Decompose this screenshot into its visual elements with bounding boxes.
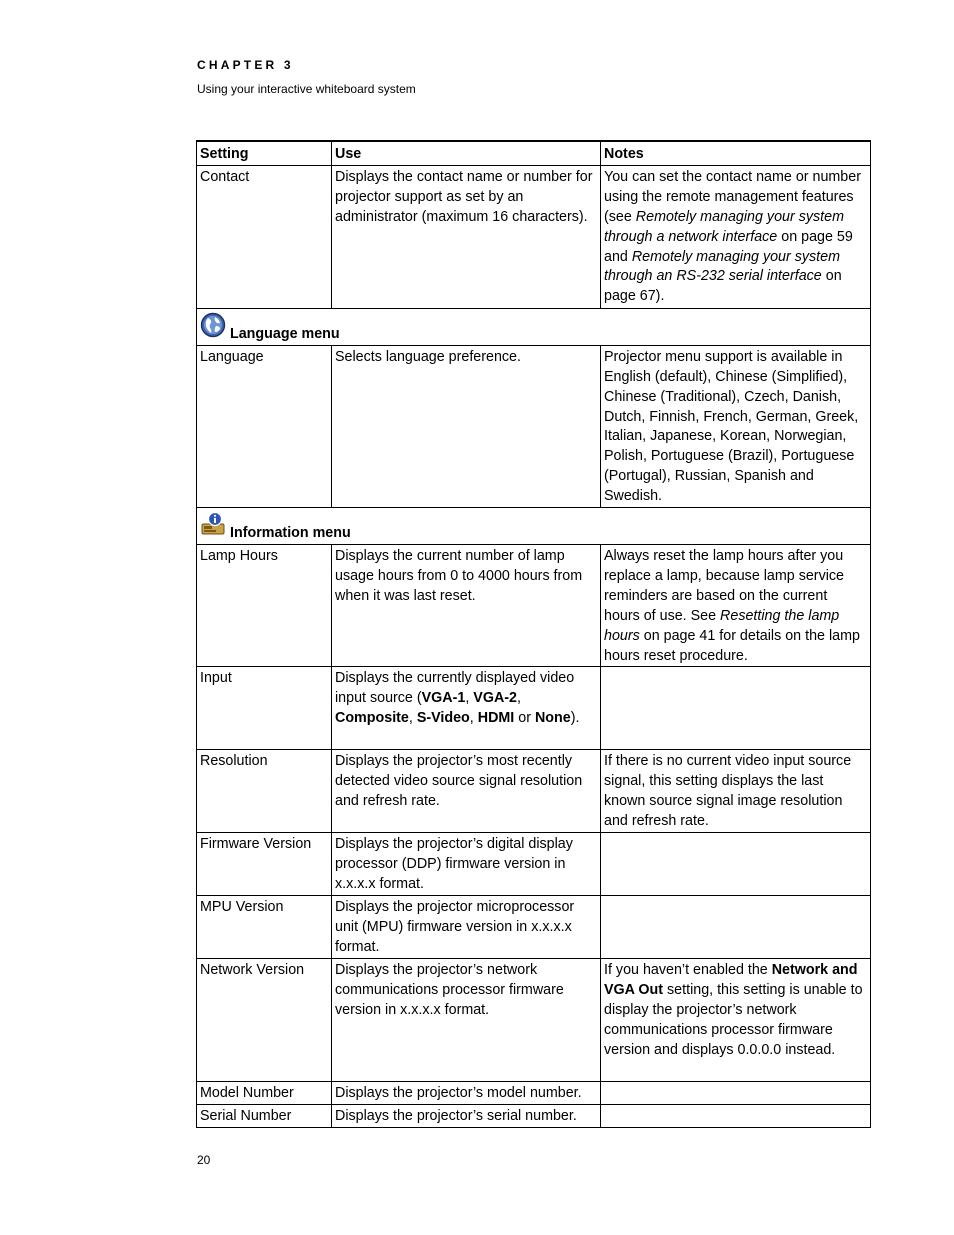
- notes-cell: [601, 896, 871, 959]
- section-header: [197, 508, 871, 545]
- column-header-use: Use: [332, 141, 601, 165]
- section-header: [197, 308, 871, 345]
- setting-cell: Language: [197, 345, 332, 507]
- notes-cell: [601, 833, 871, 896]
- setting-cell: Resolution: [197, 750, 332, 833]
- section-title: Language menu: [230, 325, 340, 342]
- setting-cell: Network Version: [197, 959, 332, 1082]
- use-cell: Selects language preference.: [332, 345, 601, 507]
- use-cell: Displays the projector’s model number.: [332, 1082, 601, 1105]
- section-title: Information menu: [230, 525, 351, 542]
- table-row-network-version: [197, 959, 871, 1082]
- table-row-language: [197, 345, 871, 507]
- setting-cell: Firmware Version: [197, 833, 332, 896]
- column-header-notes: Notes: [601, 141, 871, 165]
- info-icon: [200, 511, 226, 544]
- use-cell: Displays the contact name or number for projector support as set by an administrator (maximum 16 characters).: [332, 165, 601, 308]
- notes-cell: Projector menu support is available in English (default), Chinese (Simplified), Chinese (Traditional), Czech, Danish, Dutch, Finnish, French, German, Greek, Italian, Japanese, Korean, Norwegian, Polish, Portuguese (Brazil), Portuguese (Portugal), Russian, Spanish and Swedish.: [601, 345, 871, 507]
- section-row-information: [197, 508, 871, 545]
- use-cell: Displays the projector microprocessor unit (MPU) firmware version in x.x.x.x format.: [332, 896, 601, 959]
- notes-cell: You can set the contact name or number using the remote management features (see Remotely managing your system through a network interface on page 59 and Remotely managing your system through an RS-232 serial interface on page 67).: [601, 165, 871, 308]
- notes-cell: [601, 1082, 871, 1105]
- use-cell: Displays the current number of lamp usage hours from 0 to 4000 hours from when it was last reset.: [332, 544, 601, 666]
- setting-cell: Input: [197, 667, 332, 750]
- notes-cell: [601, 1105, 871, 1128]
- setting-cell: Lamp Hours: [197, 544, 332, 666]
- table-row-mpu-version: [197, 896, 871, 959]
- use-cell: Displays the projector’s serial number.: [332, 1105, 601, 1128]
- notes-cell: Always reset the lamp hours after you replace a lamp, because lamp service reminders are based on the current hours of use. See Resetting the lamp hours on page 41 for details on the lamp hours reset procedure.: [601, 544, 871, 666]
- setting-cell: MPU Version: [197, 896, 332, 959]
- notes-cell: [601, 667, 871, 750]
- setting-cell: Model Number: [197, 1082, 332, 1105]
- table-row-input: [197, 667, 871, 750]
- globe-icon: [200, 312, 226, 345]
- page-number: 20: [197, 1153, 211, 1167]
- setting-cell: Serial Number: [197, 1105, 332, 1128]
- settings-table: [196, 140, 871, 1128]
- notes-cell: If you haven’t enabled the Network and VGA Out setting, this setting is unable to display the projector’s network communications processor firmware version and displays 0.0.0.0 instead.: [601, 959, 871, 1082]
- section-row-language: [197, 308, 871, 345]
- table-row-serial-number: [197, 1105, 871, 1128]
- table-row-firmware-version: [197, 833, 871, 896]
- use-cell: Displays the currently displayed video input source (VGA-1, VGA-2, Composite, S-Video, HDMI or None).: [332, 667, 601, 750]
- table-header-row: [197, 141, 871, 165]
- use-cell: Displays the projector’s digital display processor (DDP) firmware version in x.x.x.x format.: [332, 833, 601, 896]
- table-row-model-number: [197, 1082, 871, 1105]
- use-cell: Displays the projector’s network communications processor firmware version in x.x.x.x format.: [332, 959, 601, 1082]
- chapter-label: CHAPTER 3: [197, 58, 294, 72]
- chapter-subtitle: Using your interactive whiteboard system: [197, 82, 416, 96]
- use-cell: Displays the projector’s most recently detected video source signal resolution and refresh rate.: [332, 750, 601, 833]
- table-row-contact: [197, 165, 871, 308]
- column-header-setting: Setting: [197, 141, 332, 165]
- table-row-lamp-hours: [197, 544, 871, 666]
- table-row-resolution: [197, 750, 871, 833]
- notes-cell: If there is no current video input source signal, this setting displays the last known source signal image resolution and refresh rate.: [601, 750, 871, 833]
- setting-cell: Contact: [197, 165, 332, 308]
